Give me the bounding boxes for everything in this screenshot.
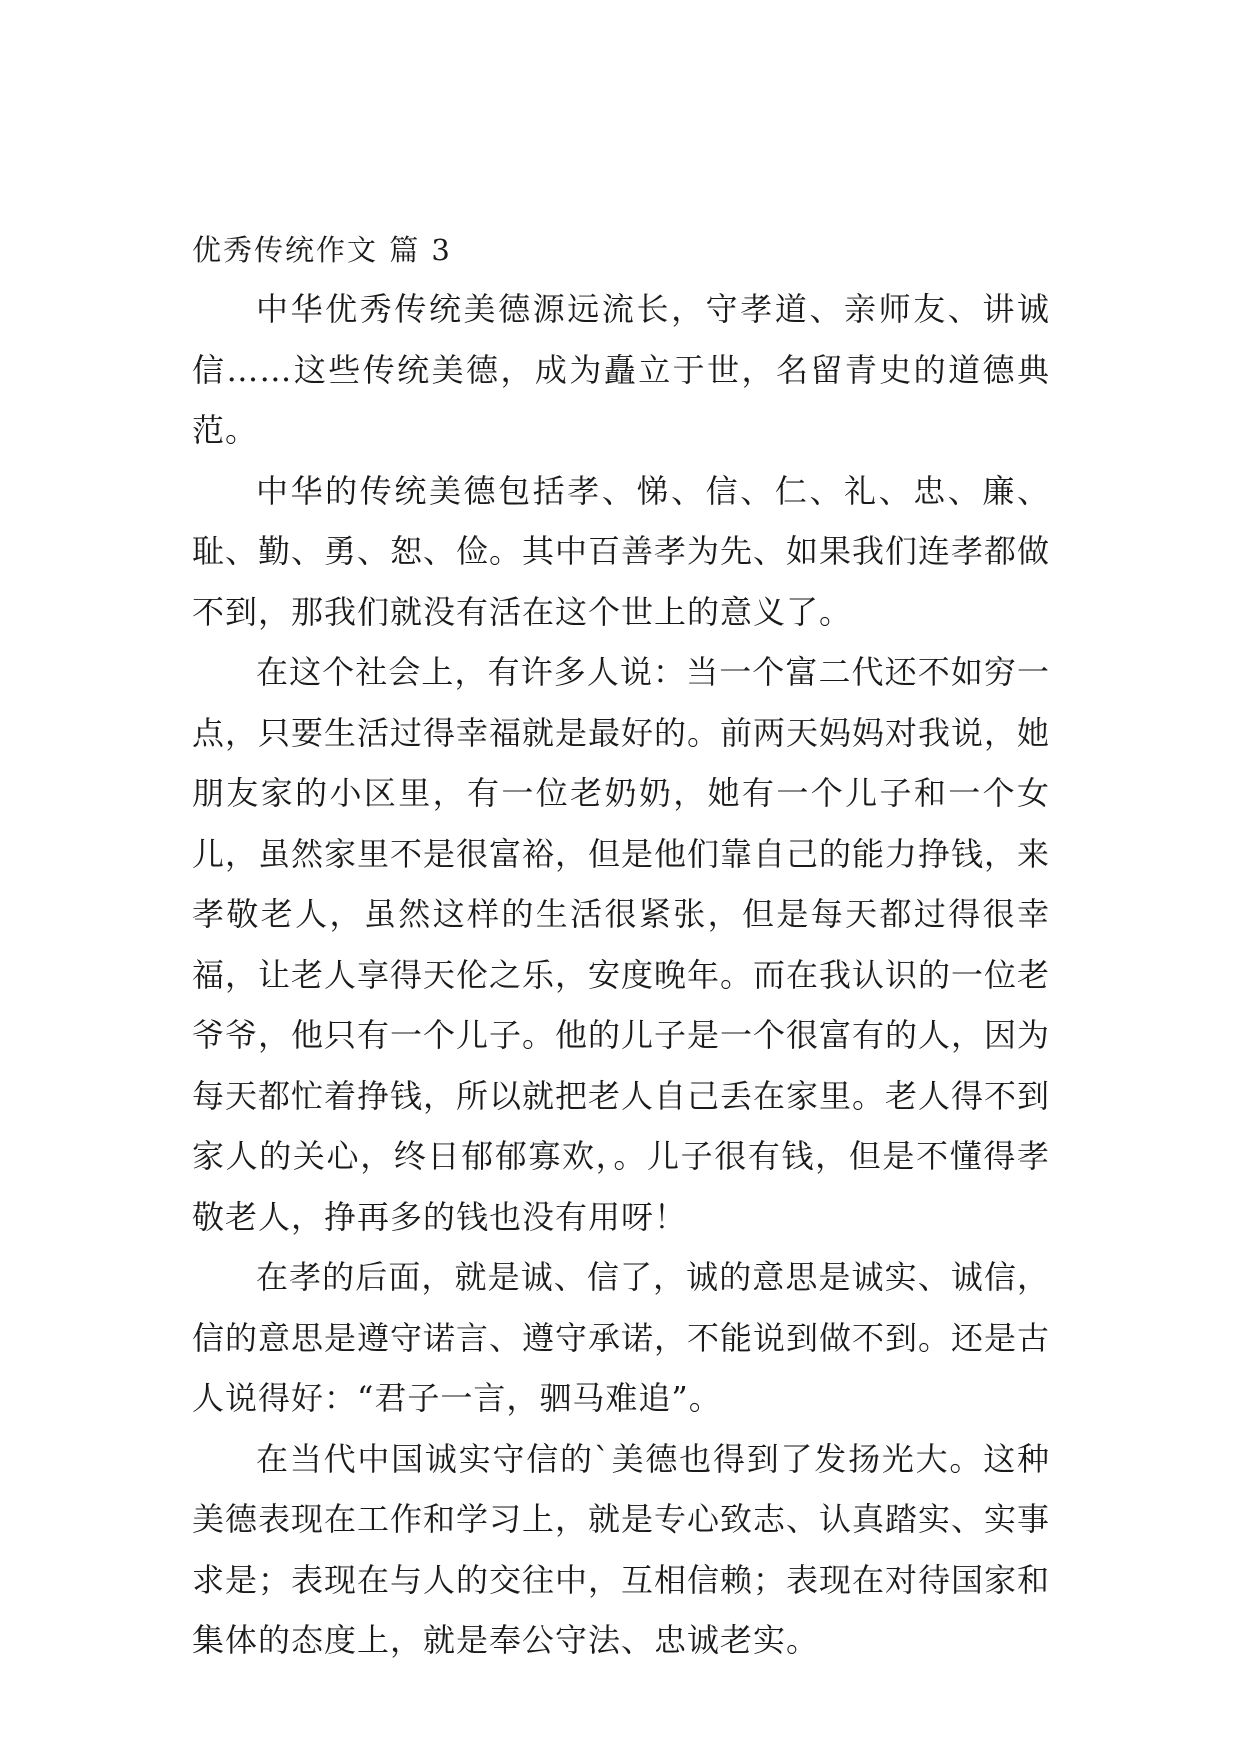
paragraph-1: 中华优秀传统美德源远流长，守孝道、亲师友、讲诚信……这些传统美德，成为矗立于世，名留青史的道德典范。 [192,290,1050,449]
document-page [192,225,1050,1671]
paragraph-3: 在这个社会上，有许多人说：当一个富二代还不如穷一点，只要生活过得幸福就是最好的。前两天妈妈对我说，她朋友家的小区里，有一位老奶奶，她有一个儿子和一个女儿，虽然家里不是很富裕，但是他们靠自己的能力挣钱，来孝敬老人，虽然这样的生活很紧张，但是每天都过得很幸福，让老人享得天伦之乐，安度晚年。而在我认识的一位老爷爷，他只有一个儿子。他的儿子是一个很富有的人，因为每天都忙着挣钱，所以就把老人自己丢在家里。老人得不到家人的关心，终日郁郁寡欢，。儿子很有钱，但是不懂得孝敬老人，挣再多的钱也没有用呀！ [192,653,1051,1236]
paragraph-2: 中华的传统美德包括孝、悌、信、仁、礼、忠、廉、耻、勤、勇、恕、俭。其中百善孝为先、如果我们连孝都做不到，那我们就没有活在这个世上的意义了。 [192,471,1051,631]
paragraph-5: 在当代中国诚实守信的`美德也得到了发扬光大。这种美德表现在工作和学习上，就是专心致志、认真踏实、实事求是；表现在与人的交往中，互相信赖；表现在对待国家和集体的态度上，就是奉公守法、忠诚老实。 [192,1439,1051,1659]
document-title: 优秀传统作文 篇 3 [192,233,452,267]
paragraph-4: 在孝的后面，就是诚、信了，诚的意思是诚实、诚信，信的意思是遵守诺言、遵守承诺，不能说到做不到。还是古人说得好：“君子一言，驷马难追”。 [192,1258,1051,1417]
